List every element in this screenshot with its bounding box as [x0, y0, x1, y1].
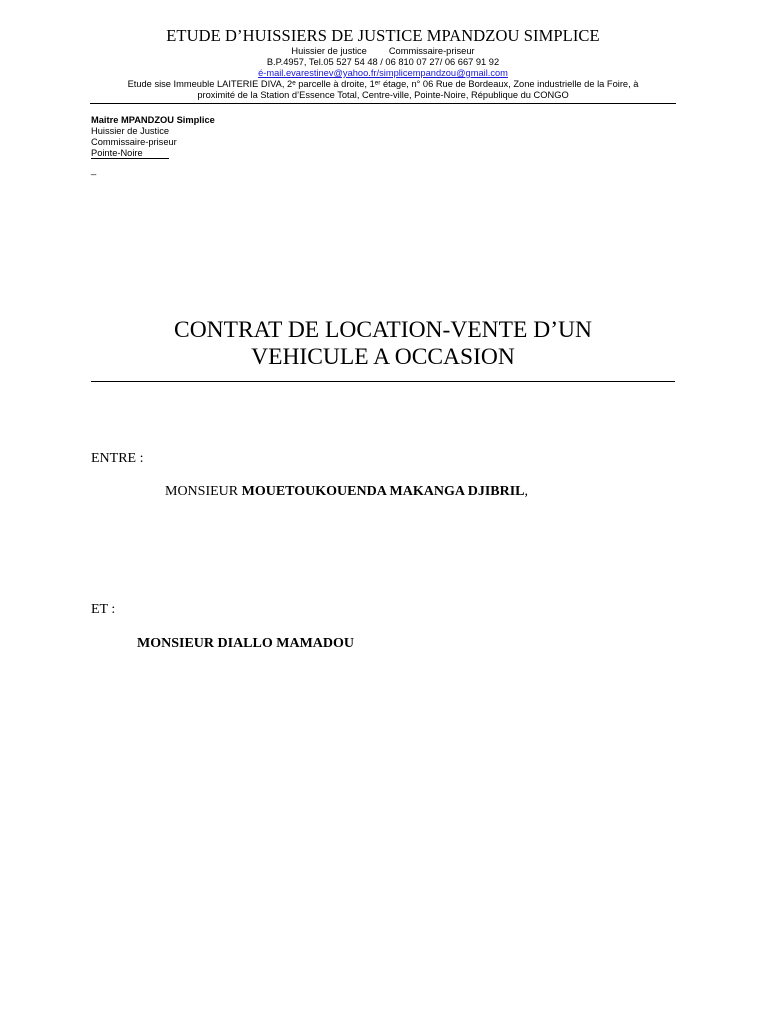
- title-divider: [91, 381, 675, 382]
- party-1: [165, 484, 528, 500]
- party-1-name: MOUETOUKOUENDA MAKANGA DJIBRIL: [241, 484, 525, 499]
- email-link[interactable]: é-mail.evarestinev@yahoo.fr/simplicempandzou@gmail.com: [258, 68, 508, 78]
- firm-roles: [90, 46, 676, 57]
- role-commissaire: Commissaire-priseur: [388, 46, 475, 56]
- party-2-name: MONSIEUR DIALLO MAMADOU: [137, 636, 354, 651]
- sender-title: Huissier de Justice: [91, 126, 170, 136]
- letterhead: [90, 26, 676, 101]
- sender-dash: _: [91, 165, 97, 175]
- address-line-1: Etude sise Immeuble LAITERIE DIVA, 2ᵉ parcelle à droite, 1ᵉʳ étage, n° 06 Rue de Bordeaux, Zone industrielle de la Foire, à: [127, 79, 639, 89]
- and-label: ET :: [91, 602, 116, 617]
- email-line: [90, 68, 676, 79]
- firm-name: ETUDE D’HUISSIERS DE JUSTICE MPANDZOU SIMPLICE: [166, 26, 600, 45]
- sender-role: Commissaire-priseur: [91, 137, 177, 147]
- title-line-1: CONTRAT DE LOCATION-VENTE D’UN: [174, 317, 592, 343]
- sender-name: Maitre MPANDZOU Simplice: [91, 115, 215, 125]
- address-line-2: proximité de la Station d’Essence Total, Centre-ville, Pointe-Noire, République du CONGO: [197, 90, 569, 100]
- header-divider: [90, 103, 676, 104]
- title-line-2: VEHICULE A OCCASION: [251, 344, 515, 370]
- role-huissier: Huissier de justice: [291, 46, 367, 56]
- party-1-prefix: MONSIEUR: [165, 484, 242, 499]
- contact-line: B.P.4957, Tel.05 527 54 48 / 06 810 07 27/ 06 667 91 92: [266, 57, 500, 67]
- party-1-suffix: ,: [524, 484, 529, 499]
- between-label: ENTRE :: [91, 451, 144, 466]
- sender-city: Pointe-Noire: [91, 148, 169, 159]
- party-2: [137, 636, 354, 652]
- document-title: [90, 317, 676, 371]
- sender-block: [91, 115, 215, 159]
